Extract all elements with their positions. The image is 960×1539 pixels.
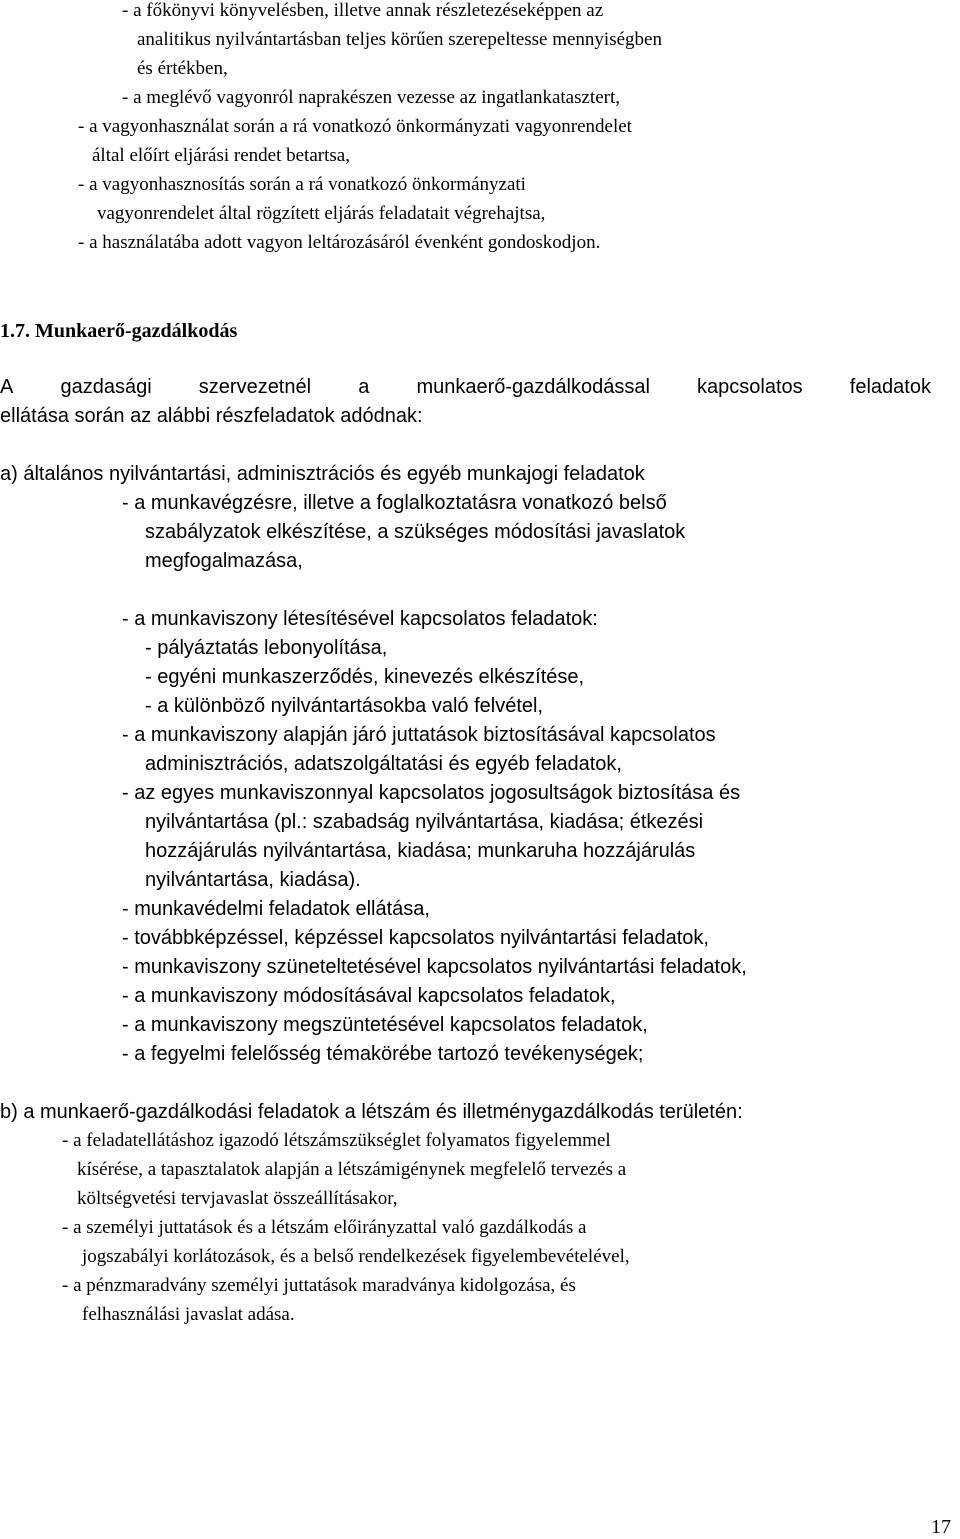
list-item: - a használatába adott vagyon leltározásáról évenként gondoskodjon. (78, 232, 601, 253)
intro-line: ellátása során az alábbi részfeladatok adódnak: (0, 405, 423, 427)
list-item: - a vagyonhasználat során a rá vonatkozó önkormányzati vagyonrendelet (78, 116, 632, 137)
list-item: nyilvántartása, kiadása). (145, 869, 361, 891)
list-item: hozzájárulás nyilvántartása, kiadása; munkaruha hozzájárulás (145, 840, 696, 862)
list-item: jogszabályi korlátozások, és a belső rendelkezések figyelembevételével, (82, 1246, 630, 1267)
page-number: 17 (931, 1516, 951, 1538)
list-item: - egyéni munkaszerződés, kinevezés elkészítése, (145, 666, 585, 688)
list-item: adminisztrációs, adatszolgáltatási és egyéb feladatok, (145, 753, 622, 775)
list-item: - a munkaviszony alapján járó juttatások biztosításával kapcsolatos (122, 724, 716, 746)
list-item: - a különböző nyilvántartásokba való felvétel, (145, 695, 544, 717)
list-item: szabályzatok elkészítése, a szükséges módosítási javaslatok (145, 521, 686, 543)
list-item: - a főkönyvi könyvelésben, illetve annak részletezéseképpen az (122, 0, 604, 21)
list-item: - a munkavégzésre, illetve a foglalkoztatásra vonatkozó belső (122, 492, 667, 514)
intro-word: feladatok (849, 376, 931, 398)
part-b-title: b) a munkaerő-gazdálkodási feladatok a létszám és illetménygazdálkodás területén: (0, 1101, 743, 1123)
intro-line (0, 375, 931, 399)
list-item: - a meglévő vagyonról naprakészen vezesse az ingatlankatasztert, (122, 87, 620, 108)
list-item: költségvetési tervjavaslat összeállításakor, (77, 1188, 398, 1209)
list-item: felhasználási javaslat adása. (82, 1304, 295, 1325)
list-item: - a feladatellátáshoz igazodó létszámszükséglet folyamatos figyelemmel (62, 1130, 611, 1151)
list-item: - a munkaviszony módosításával kapcsolatos feladatok, (122, 985, 616, 1007)
list-item: - pályáztatás lebonyolítása, (145, 637, 388, 659)
list-item: - munkavédelmi feladatok ellátása, (122, 898, 430, 920)
list-item: - továbbképzéssel, képzéssel kapcsolatos nyilvántartási feladatok, (122, 927, 709, 949)
list-item: - az egyes munkaviszonnyal kapcsolatos jogosultságok biztosítása és (122, 782, 741, 804)
section-heading: 1.7. Munkaerő-gazdálkodás (0, 320, 238, 342)
list-item: és értékben, (137, 58, 228, 79)
intro-word: kapcsolatos (697, 376, 803, 398)
list-item: által előírt eljárási rendet betartsa, (92, 145, 350, 166)
intro-word: gazdasági (60, 376, 152, 398)
intro-word: szervezetnél (198, 376, 312, 398)
list-item: analitikus nyilvántartásban teljes körűen szerepeltesse mennyiségben (137, 29, 662, 50)
list-item: kísérése, a tapasztalatok alapján a létszámigénynek megfelelő tervezés a (77, 1159, 627, 1180)
intro-word: munkaerő-gazdálkodással (416, 376, 650, 398)
list-item: - a vagyonhasznosítás során a rá vonatkozó önkormányzati (78, 174, 526, 195)
list-item: - a fegyelmi felelősség témakörébe tartozó tevékenységek; (122, 1043, 644, 1065)
part-a-title: a) általános nyilvántartási, adminisztrációs és egyéb munkajogi feladatok (0, 463, 645, 485)
list-item: - a pénzmaradvány személyi juttatások maradványa kidolgozása, és (62, 1275, 576, 1296)
list-item: nyilvántartása (pl.: szabadság nyilvántartása, kiadása; étkezési (145, 811, 704, 833)
list-item: - a munkaviszony létesítésével kapcsolatos feladatok: (122, 608, 598, 630)
list-item: - a munkaviszony megszüntetésével kapcsolatos feladatok, (122, 1014, 648, 1036)
intro-word: a (358, 376, 370, 398)
list-item: - munkaviszony szüneteltetésével kapcsolatos nyilvántartási feladatok, (122, 956, 747, 978)
list-item: - a személyi juttatások és a létszám előirányzattal való gazdálkodás a (62, 1217, 587, 1238)
intro-word: A (0, 376, 14, 398)
list-item: megfogalmazása, (145, 550, 303, 572)
list-item: vagyonrendelet által rögzített eljárás feladatait végrehajtsa, (97, 203, 546, 224)
